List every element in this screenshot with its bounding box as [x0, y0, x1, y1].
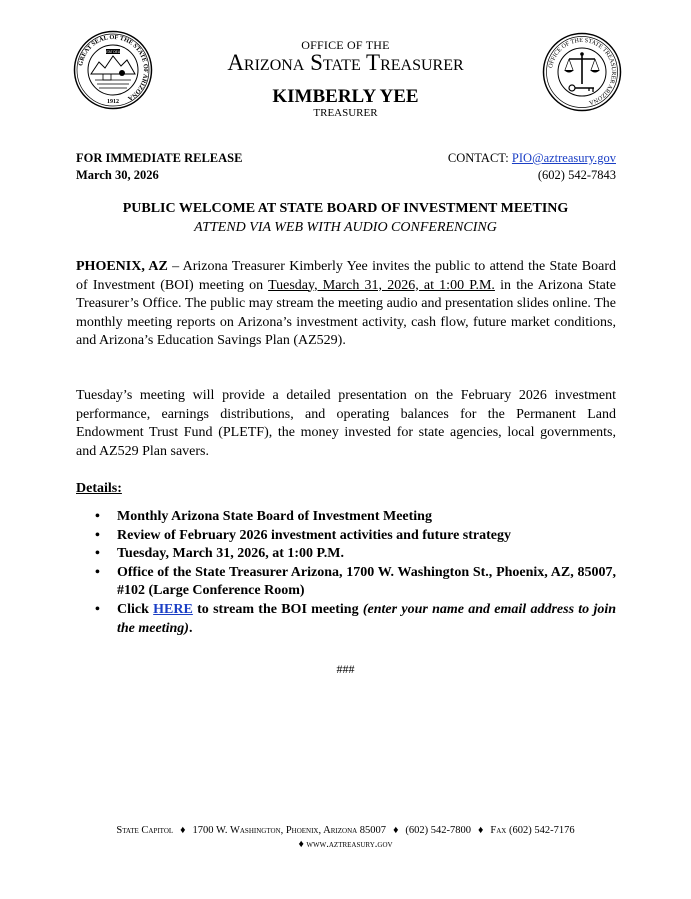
contact-label: CONTACT: — [447, 151, 512, 165]
details-list — [76, 508, 616, 638]
list-item: • Tuesday, March 31, 2026, at 1:00 P.M. — [95, 546, 344, 562]
contact-email-link[interactable]: PIO@aztreasury.gov — [511, 151, 616, 165]
end-mark: ### — [336, 662, 355, 676]
subheadline: ATTEND VIA WEB WITH AUDIO CONFERENCING — [194, 220, 497, 235]
list-item-stream: • Click HERE to stream the BOI meeting (enter your name and email address to join the meeting). — [95, 601, 617, 636]
list-item: • Monthly Arizona State Board of Investment Meeting — [95, 509, 432, 524]
right-seal-text: OFFICE OF THE STATE TREASURER ARIZONA — [547, 36, 618, 107]
footer-phone: (602) 542-7800 — [405, 825, 472, 836]
left-seal-motto: DITAT DEUS — [103, 49, 123, 54]
dateline: PHOENIX, AZ — [76, 259, 168, 274]
headline: PUBLIC WELCOME AT STATE BOARD OF INVESTMENT MEETING — [122, 201, 569, 216]
release-label: FOR IMMEDIATE RELEASE — [76, 151, 243, 165]
list-item: • Review of February 2026 investment activities and future strategy — [95, 527, 512, 543]
office-of-label: OFFICE OF THE — [301, 38, 390, 52]
footer-fax: Fax (602) 542-7176 — [490, 825, 575, 836]
treasurer-name: KIMBERLY YEE — [272, 86, 419, 107]
left-seal-text: GREAT SEAL OF THE STATE OF ARIZONA — [77, 33, 150, 102]
paragraph-details: Tuesday’s meeting will provide a detailed presentation on the February 2026 investment performance, earnings distributions, and operating balances for the Permanent Land Endowment Trust Fund (PLETF), the money invested for state agencies, local governments, and AZ529 Plan savers. — [76, 388, 616, 459]
contact-info — [448, 150, 616, 184]
footer-website-link[interactable]: www.aztreasury.gov — [306, 839, 393, 850]
contact-phone: (602) 542-7843 — [537, 168, 616, 182]
office-name-heading: Arizona State Treasurer — [227, 50, 464, 75]
list-item: • Office of the State Treasurer Arizona, 1700 W. Washington St., Phoenix, AZ, 85007, #102 (Large Conference Room) — [95, 564, 616, 599]
release-info — [76, 150, 242, 184]
treasurer-title: TREASURER — [313, 107, 378, 119]
footer-address: 1700 W. Washington, Phoenix, Arizona 85007 — [192, 825, 387, 836]
footer-capitol: State Capitol — [116, 825, 174, 836]
footer: State Capitol ♦ 1700 W. Washington, Phoenix, Arizona 85007 ♦ (602) 542-7800 ♦ Fax (602) 542-7176 ♦ www.aztreasury.gov — [116, 825, 575, 850]
paragraph-intro: PHOENIX, AZ – Arizona Treasurer Kimberly Yee invites the public to attend the State Board of Investment (BOI) meeting on Tuesday, March 31, 2026, at 1:00 P.M. in the Arizona State Treasurer’s Office. The public may stream the meeting audio and presentation slides online. The monthly meeting reports on Arizona’s investment activity, cash flow, future market conditions, and Arizona’s Education Savings Plan (AZ529). — [76, 259, 616, 349]
stream-note: (enter your name and email address to join the meeting) — [117, 601, 617, 636]
release-date: March 30, 2026 — [76, 168, 159, 182]
stream-here-link[interactable]: HERE — [153, 601, 193, 617]
details-heading: Details: — [76, 481, 122, 496]
left-seal-year: 1912 — [107, 99, 119, 105]
meeting-time: Tuesday, March 31, 2026, at 1:00 P.M. — [268, 277, 495, 293]
